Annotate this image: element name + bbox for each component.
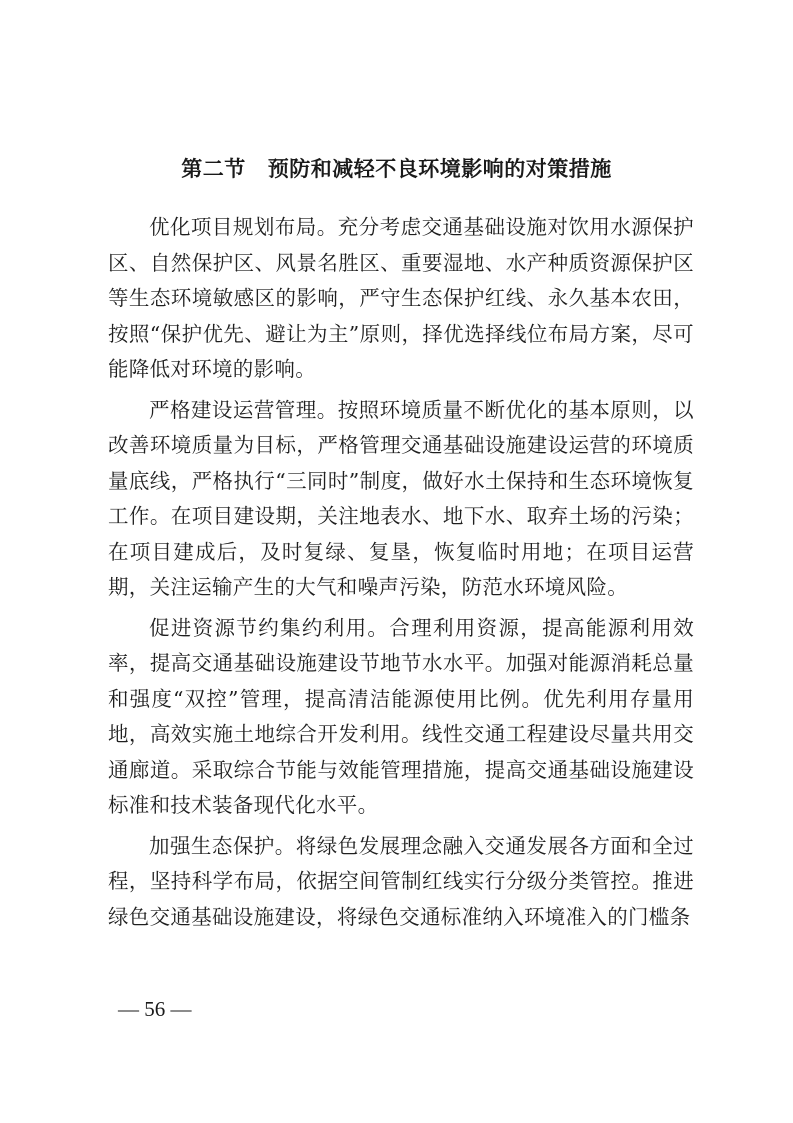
section-label: 第二节 — [181, 157, 246, 181]
paragraph-optimize-planning: 优化项目规划布局。充分考虑交通基础设施对饮用水源保护区、自然保护区、风景名胜区、重要湿地、水产种质资源保护区等生态环境敏感区的影响，严守生态保护红线、永久基本农田，按照“保护优先、避让为主”原则，择优选择线位布局方案，尽可能降低对环境的影响。 — [108, 215, 694, 381]
paragraph-ecological-protection: 加强生态保护。将绿色发展理念融入交通发展各方面和全过程，坚持科学布局，依据空间管制红线实行分级分类管控。推进绿色交通基础设施建设，将绿色交通标准纳入环境准入的门槛条 — [108, 833, 694, 929]
paragraph-strict-management: 严格建设运营管理。按照环境质量不断优化的基本原则，以改善环境质量为目标，严格管理交通基础设施建设运营的环境质量底线，严格执行“三同时”制度，做好水土保持和生态环境恢复工作。在项目建设期，关注地表水、地下水、取弃土场的污染；在项目建成后，及时复绿、复垦，恢复临时用地；在项目运营期，关注运输产生的大气和噪声污染，防范水环境风险。 — [108, 397, 694, 599]
page-number: — 56 — — [118, 997, 192, 1021]
body-text — [108, 210, 694, 940]
section-heading-text: 预防和减轻不良环境影响的对策措施 — [267, 157, 612, 181]
paragraph-resource-conservation: 促进资源节约集约利用。合理利用资源，提高能源利用效率，提高交通基础设施建设节地节水水平。加强对能源消耗总量和强度“双控”管理，提高清洁能源使用比例。优先利用存量用地，高效实施土地综合开发利用。线性交通工程建设尽量共用交通廊道。采取综合节能与效能管理措施，提高交通基础设施建设标准和技术装备现代化水平。 — [108, 615, 694, 817]
section-title — [0, 153, 793, 183]
